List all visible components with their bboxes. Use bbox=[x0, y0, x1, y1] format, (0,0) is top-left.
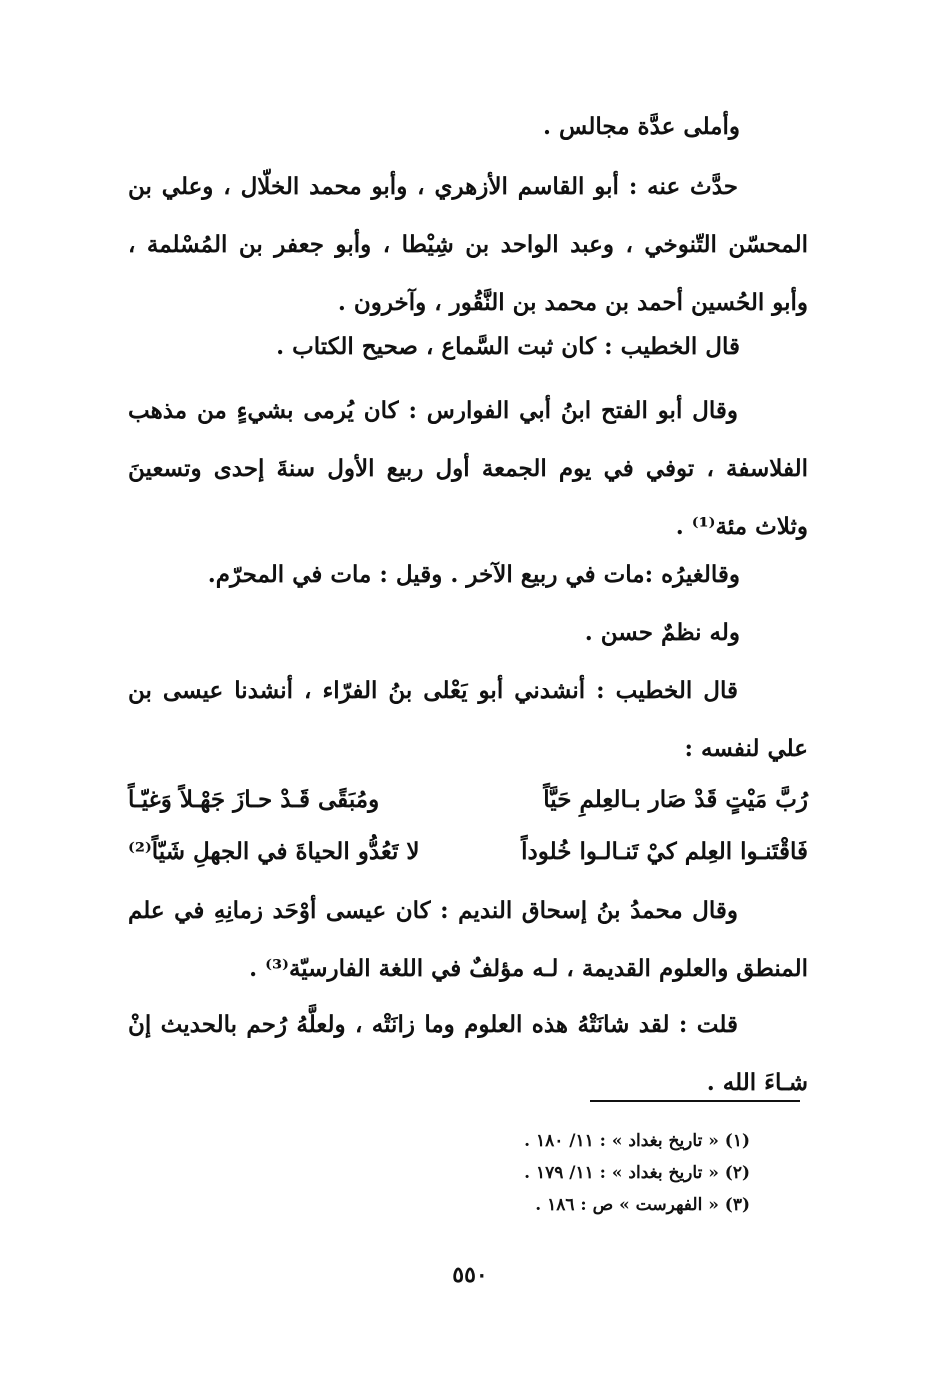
footnote-1: (١) « تاريخ بغداد » : ١١/ ١٨٠ . bbox=[524, 1131, 750, 1151]
paragraph-khatib-quote: قال الخطيب : كان ثبت السَّماع ، صحيح الكتاب . bbox=[276, 333, 740, 360]
paragraph-death-date: وقالغيرُه :مات في ربيع الآخر . وقيل : مات في المحرّم. bbox=[207, 561, 740, 588]
footnote-2: (٢) « تاريخ بغداد » : ١١/ ١٧٩ . bbox=[524, 1163, 750, 1183]
page-number: ٥٥٠ bbox=[452, 1262, 488, 1288]
paragraph-ibn-alnadim: وقال محمدُ بنُ إسحاق النديم : كان عيسى أوْحَد زمانِهِ في علم المنطق والعلوم القديمة ، لـه مؤلفٌ في اللغة الفارسيّة⁽³⁾ . bbox=[128, 897, 808, 982]
verse-1-hemistich-left: ومُبَقًى قَـدْ حـازَ جَهْـلاً وَغيّـاً bbox=[128, 786, 380, 813]
verse-1-hemistich-right: رُبَّ مَيْتٍ قَدْ صَار بـالعِلمِ حَيَّاً bbox=[543, 786, 808, 813]
verse-line-2 bbox=[128, 827, 808, 877]
footnote-3: (٣) « الفهرست » ص : ١٨٦ . bbox=[535, 1195, 750, 1215]
paragraph-recitation: قال الخطيب : أنشدني أبو يَعْلى بنُ الفرّاء ، أنشدنا عيسى بن علي لنفسه : bbox=[128, 677, 808, 762]
paragraph-author-comment: قلت : لقد شانَتْهُ هذه العلوم وما زانَتْه ، ولعلَّهُ رُحم بالحديث إنْ شـاءَ الله . bbox=[128, 1011, 808, 1096]
footnote-divider bbox=[590, 1100, 800, 1102]
verse-2-hemistich-right: فَاقْتَنـوا العِلم كيْ تَنـالـوا خُلوداً bbox=[521, 838, 808, 865]
verse-2-hemistich-left: لا تَعُدُّو الحياةَ في الجهلِ شَيّاً⁽²⁾ bbox=[128, 838, 420, 865]
verse-line-1 bbox=[128, 775, 808, 825]
paragraph-narrators: حدَّث عنه : أبو القاسم الأزهري ، وأبو محمد الخلّال ، وعلي بن المحسّن التّنوخي ، وعبد الواحد بن شِيْطا ، وأبو جعفر بن المُسْلمة ، وأبو الحُسين أحمد بن محمد بن النَّقُور ، وآخرون . bbox=[128, 173, 808, 316]
paragraph-abu-alfath: وقال أبو الفتح ابنُ أبي الفوارس : كان يُرمى بشيءٍ من مذهب الفلاسفة ، توفي في يوم الجمعة أول ربيع الأول سنةَ إحدى وتسعينَ وثلاث مئة⁽¹⁾ . bbox=[128, 397, 808, 540]
paragraph-poetry-note: وله نظمٌ حسن . bbox=[584, 619, 740, 646]
paragraph-opening: وأملى عدَّة مجالس . bbox=[543, 113, 740, 140]
